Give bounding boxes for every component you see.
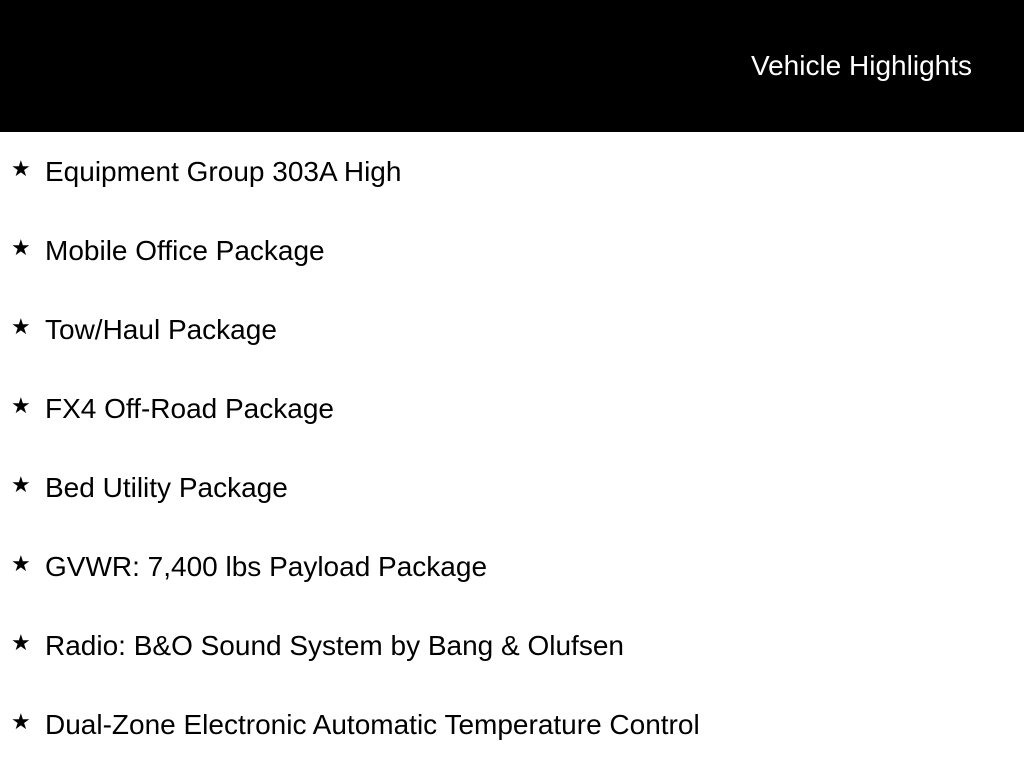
star-icon: ★ [11,156,31,181]
header-bar [0,0,1024,132]
highlight-label: GVWR: 7,400 lbs Payload Package [45,551,488,582]
star-icon: ★ [11,235,31,260]
list-item [0,527,1024,606]
highlight-label: Radio: B&O Sound System by Bang & Olufsen [45,630,624,661]
list-item [0,211,1024,290]
star-icon: ★ [11,472,31,497]
star-icon: ★ [11,630,31,655]
highlight-label: Bed Utility Package [45,472,288,503]
list-item [0,290,1024,369]
highlight-label: Equipment Group 303A High [45,156,402,187]
list-item [0,448,1024,527]
highlight-label: FX4 Off-Road Package [45,393,334,424]
list-item [0,685,1024,764]
highlight-label: Tow/Haul Package [45,314,277,345]
list-item [0,606,1024,685]
highlight-label: Mobile Office Package [45,235,325,266]
star-icon: ★ [11,393,31,418]
star-icon: ★ [11,709,31,734]
star-icon: ★ [11,551,31,576]
star-icon: ★ [11,314,31,339]
highlight-label: Dual-Zone Electronic Automatic Temperature Control [45,709,700,740]
highlights-list [0,132,1024,764]
list-item [0,369,1024,448]
page-title: Vehicle Highlights [750,50,972,81]
list-item [0,132,1024,211]
